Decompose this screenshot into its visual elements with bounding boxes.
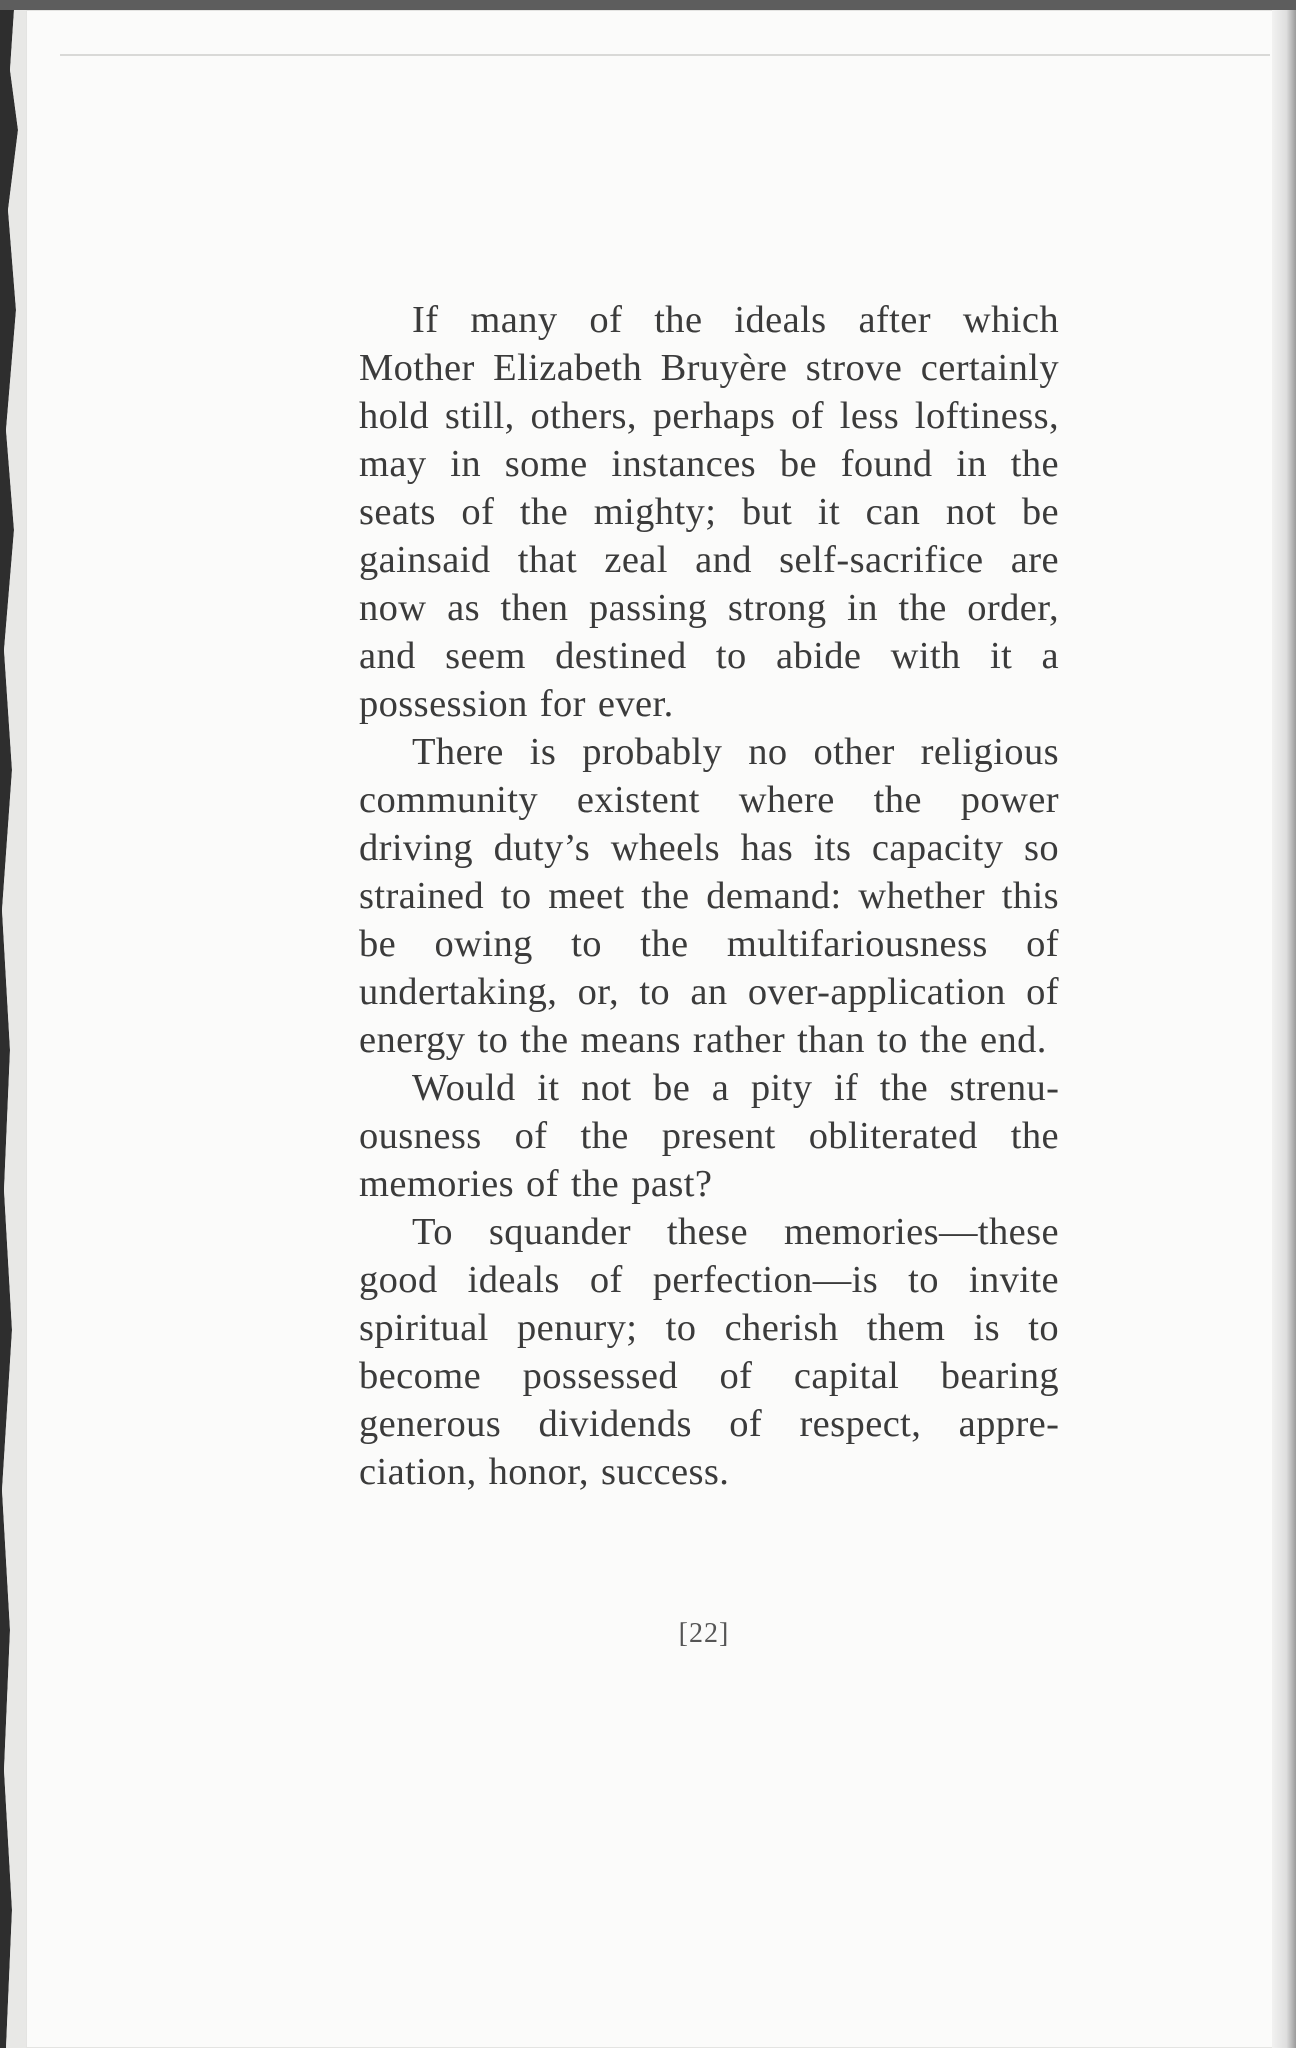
page-number: [22] xyxy=(678,1618,730,1649)
page-right-edge xyxy=(1272,10,1296,2048)
paragraph-3: Would it not be a pity if the strenuousness of the present obliterated the memories of the past? xyxy=(359,1067,1059,1205)
scan-top-border xyxy=(0,0,1296,10)
paragraph-2: There is probably no other religious community existent where the power driving duty’s wheels has its capacity so strained to meet the demand: whether this be owing to the multifariousness of undertaking, or, to an over-application of energy to the means rather than to the end. xyxy=(359,731,1059,1061)
page-fold-line xyxy=(60,54,1270,56)
body-text xyxy=(359,296,1059,1496)
paragraph-1: If many of the ideals after which Mother Elizabeth Bruyère strove certainly hold still, others, perhaps of less loftiness, may in some instances be found in the seats of the mighty; but it can not be gainsaid that zeal and self-sacrifice are now as then passing strong in the order, and seem destined to abide with it a possession for ever. xyxy=(359,299,1059,725)
paragraph-4: To squander these memories—these good ideals of perfection—is to invite spiritual penury; to cherish them is to become possessed of capital bearing generous dividends of respect, appreciation, honor, success. xyxy=(359,1211,1059,1493)
